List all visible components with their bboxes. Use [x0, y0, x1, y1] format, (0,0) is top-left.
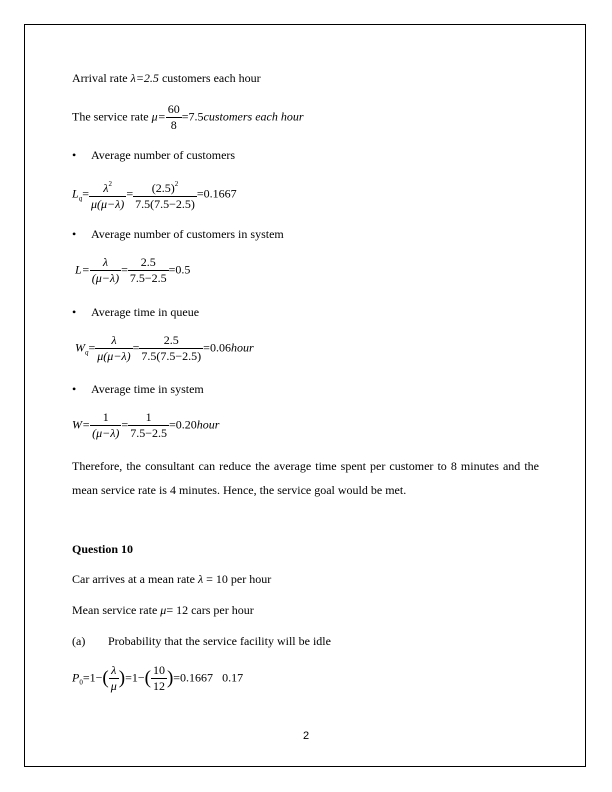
car-arrival-line: Car arrives at a mean rate λ = 10 per hour: [72, 572, 272, 586]
question-heading: Question 10: [72, 542, 134, 556]
bullet-item: Average number of customers: [91, 148, 236, 162]
formula-p0: $P_0=1-$( $\frac{\lambda}{\mu}$ )=1−( $\frac{10}{12}$ )=0.1667 0.17: [72, 663, 244, 693]
bullet-item: Average time in queue: [91, 305, 200, 319]
formula-w: W= $\frac{1}{(\mu-\lambda)}$ = $\frac{1}{7.5-2.5}$ =0.20hour: [72, 410, 220, 440]
service-rate-line: The service rate μ= $\frac{60}{8}$ =7.5customers each hour: [72, 102, 304, 132]
arrival-rate-line: Arrival rate λ=2.5 customers each hour: [72, 71, 261, 85]
bullet-dot: •: [72, 382, 77, 396]
page-number: 2: [302, 730, 310, 742]
mean-service-line: Mean service rate μ= 12 cars per hour: [72, 603, 254, 617]
formula-wq: $W_q=$ $\frac{\lambda}{\mu(\mu-\lambda)}$ = $\frac{2.5}{7.5(7.5-2.5)}$ =0.06hour: [75, 333, 254, 363]
part-a-label: (a): [72, 634, 86, 648]
part-a-text: Probability that the service facility will be idle: [108, 634, 331, 648]
conclusion-paragraph: Therefore, the consultant can reduce the average time spent per customer to 8 minutes and the mean service rate is 4 minutes. Hence, the service goal would be met.: [72, 459, 539, 497]
bullet-item: Average number of customers in system: [91, 227, 284, 241]
bullet-dot: •: [72, 305, 77, 319]
formula-l: L= $\frac{\lambda}{(\mu-\lambda)}$ = $\frac{2.5}{7.5-2.5}$ =0.5: [75, 255, 191, 285]
bullet-dot: •: [72, 227, 77, 241]
formula-lq: $L_q=$ $\frac{\lambda^2}{\mu(\mu-\lambda)}$ = $\frac{(2.5)^2}{7.5(7.5-2.5)}$ =0.1667: [72, 180, 237, 211]
bullet-dot: •: [72, 148, 77, 162]
bullet-item: Average time in system: [91, 382, 204, 396]
